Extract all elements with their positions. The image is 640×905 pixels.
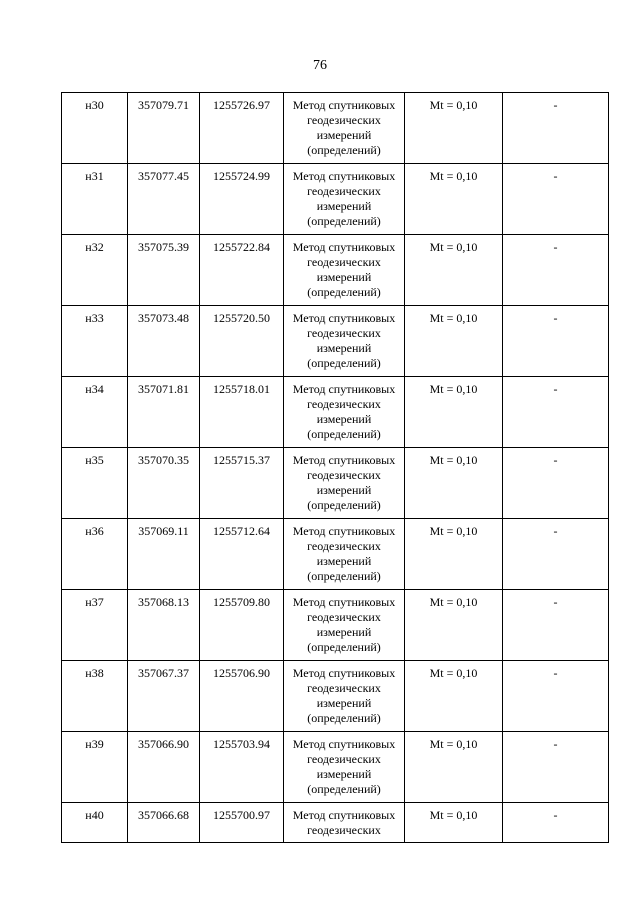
table-row bbox=[62, 732, 609, 803]
x-coordinate-cell: 357079.71 bbox=[128, 93, 200, 164]
method-cell bbox=[284, 306, 405, 377]
note-cell: - bbox=[503, 519, 609, 590]
coordinates-table-body bbox=[62, 93, 609, 843]
accuracy-cell: Mt = 0,10 bbox=[405, 448, 503, 519]
method-line: измерений bbox=[316, 341, 372, 355]
method-line: (определений) bbox=[307, 427, 381, 441]
point-number-cell: н34 bbox=[62, 377, 128, 448]
method-line: Метод спутниковых bbox=[292, 808, 396, 822]
note-cell: - bbox=[503, 306, 609, 377]
table-row bbox=[62, 590, 609, 661]
method-cell bbox=[284, 590, 405, 661]
method-line: Метод спутниковых bbox=[292, 737, 396, 751]
accuracy-cell: Mt = 0,10 bbox=[405, 235, 503, 306]
table-row bbox=[62, 448, 609, 519]
method-line: (определений) bbox=[307, 782, 381, 796]
method-line: геодезических bbox=[307, 681, 381, 695]
accuracy-cell: Mt = 0,10 bbox=[405, 590, 503, 661]
y-coordinate-cell: 1255706.90 bbox=[200, 661, 284, 732]
point-number-cell: н39 bbox=[62, 732, 128, 803]
point-number-cell: н31 bbox=[62, 164, 128, 235]
point-number-cell: н36 bbox=[62, 519, 128, 590]
accuracy-cell: Mt = 0,10 bbox=[405, 519, 503, 590]
coordinates-table bbox=[61, 92, 609, 843]
method-line: измерений bbox=[316, 554, 372, 568]
method-line: геодезических bbox=[307, 326, 381, 340]
y-coordinate-cell: 1255700.97 bbox=[200, 803, 284, 843]
note-cell: - bbox=[503, 164, 609, 235]
point-number-cell: н33 bbox=[62, 306, 128, 377]
method-cell bbox=[284, 732, 405, 803]
method-line: геодезических bbox=[307, 610, 381, 624]
x-coordinate-cell: 357067.37 bbox=[128, 661, 200, 732]
method-cell bbox=[284, 377, 405, 448]
x-coordinate-cell: 357069.11 bbox=[128, 519, 200, 590]
accuracy-cell: Mt = 0,10 bbox=[405, 732, 503, 803]
table-row bbox=[62, 93, 609, 164]
method-cell bbox=[284, 519, 405, 590]
method-cell bbox=[284, 164, 405, 235]
method-line: геодезических bbox=[307, 752, 381, 766]
note-cell: - bbox=[503, 448, 609, 519]
note-cell: - bbox=[503, 235, 609, 306]
method-line: измерений bbox=[316, 412, 372, 426]
y-coordinate-cell: 1255724.99 bbox=[200, 164, 284, 235]
table-row bbox=[62, 377, 609, 448]
x-coordinate-cell: 357068.13 bbox=[128, 590, 200, 661]
y-coordinate-cell: 1255703.94 bbox=[200, 732, 284, 803]
x-coordinate-cell: 357066.68 bbox=[128, 803, 200, 843]
y-coordinate-cell: 1255712.64 bbox=[200, 519, 284, 590]
x-coordinate-cell: 357075.39 bbox=[128, 235, 200, 306]
note-cell: - bbox=[503, 377, 609, 448]
page-number: 76 bbox=[313, 58, 327, 73]
accuracy-cell: Mt = 0,10 bbox=[405, 803, 503, 843]
point-number-cell: н38 bbox=[62, 661, 128, 732]
point-number-cell: н35 bbox=[62, 448, 128, 519]
method-line: Метод спутниковых bbox=[292, 98, 396, 112]
method-line: Метод спутниковых bbox=[292, 169, 396, 183]
table-row bbox=[62, 519, 609, 590]
y-coordinate-cell: 1255718.01 bbox=[200, 377, 284, 448]
method-cell bbox=[284, 661, 405, 732]
method-line: (определений) bbox=[307, 498, 381, 512]
method-line: Метод спутниковых bbox=[292, 595, 396, 609]
method-line: Метод спутниковых bbox=[292, 240, 396, 254]
method-cell bbox=[284, 803, 405, 843]
accuracy-cell: Mt = 0,10 bbox=[405, 164, 503, 235]
y-coordinate-cell: 1255722.84 bbox=[200, 235, 284, 306]
x-coordinate-cell: 357073.48 bbox=[128, 306, 200, 377]
table-row bbox=[62, 235, 609, 306]
accuracy-cell: Mt = 0,10 bbox=[405, 306, 503, 377]
note-cell: - bbox=[503, 661, 609, 732]
method-line: Метод спутниковых bbox=[292, 382, 396, 396]
x-coordinate-cell: 357071.81 bbox=[128, 377, 200, 448]
method-line: (определений) bbox=[307, 285, 381, 299]
method-line: (определений) bbox=[307, 569, 381, 583]
method-line: геодезических bbox=[307, 184, 381, 198]
accuracy-cell: Mt = 0,10 bbox=[405, 93, 503, 164]
point-number-cell: н37 bbox=[62, 590, 128, 661]
y-coordinate-cell: 1255720.50 bbox=[200, 306, 284, 377]
method-line: измерений bbox=[316, 696, 372, 710]
method-cell bbox=[284, 93, 405, 164]
method-line: геодезических bbox=[307, 823, 381, 837]
table-row bbox=[62, 164, 609, 235]
point-number-cell: н30 bbox=[62, 93, 128, 164]
y-coordinate-cell: 1255726.97 bbox=[200, 93, 284, 164]
x-coordinate-cell: 357070.35 bbox=[128, 448, 200, 519]
table-row bbox=[62, 306, 609, 377]
y-coordinate-cell: 1255715.37 bbox=[200, 448, 284, 519]
method-line: Метод спутниковых bbox=[292, 453, 396, 467]
note-cell: - bbox=[503, 590, 609, 661]
table-row bbox=[62, 661, 609, 732]
method-line: (определений) bbox=[307, 214, 381, 228]
method-line: геодезических bbox=[307, 255, 381, 269]
method-line: измерений bbox=[316, 483, 372, 497]
method-line: (определений) bbox=[307, 711, 381, 725]
method-line: измерений bbox=[316, 767, 372, 781]
note-cell: - bbox=[503, 803, 609, 843]
x-coordinate-cell: 357077.45 bbox=[128, 164, 200, 235]
x-coordinate-cell: 357066.90 bbox=[128, 732, 200, 803]
method-line: геодезических bbox=[307, 539, 381, 553]
method-cell bbox=[284, 235, 405, 306]
method-line: измерений bbox=[316, 270, 372, 284]
method-line: измерений bbox=[316, 625, 372, 639]
method-cell bbox=[284, 448, 405, 519]
y-coordinate-cell: 1255709.80 bbox=[200, 590, 284, 661]
method-line: геодезических bbox=[307, 113, 381, 127]
method-line: (определений) bbox=[307, 143, 381, 157]
accuracy-cell: Mt = 0,10 bbox=[405, 377, 503, 448]
accuracy-cell: Mt = 0,10 bbox=[405, 661, 503, 732]
method-line: (определений) bbox=[307, 640, 381, 654]
point-number-cell: н32 bbox=[62, 235, 128, 306]
table-row bbox=[62, 803, 609, 843]
method-line: (определений) bbox=[307, 356, 381, 370]
method-line: геодезических bbox=[307, 397, 381, 411]
method-line: геодезических bbox=[307, 468, 381, 482]
note-cell: - bbox=[503, 732, 609, 803]
method-line: Метод спутниковых bbox=[292, 666, 396, 680]
method-line: измерений bbox=[316, 199, 372, 213]
method-line: Метод спутниковых bbox=[292, 311, 396, 325]
method-line: Метод спутниковых bbox=[292, 524, 396, 538]
method-line: измерений bbox=[316, 128, 372, 142]
point-number-cell: н40 bbox=[62, 803, 128, 843]
note-cell: - bbox=[503, 93, 609, 164]
